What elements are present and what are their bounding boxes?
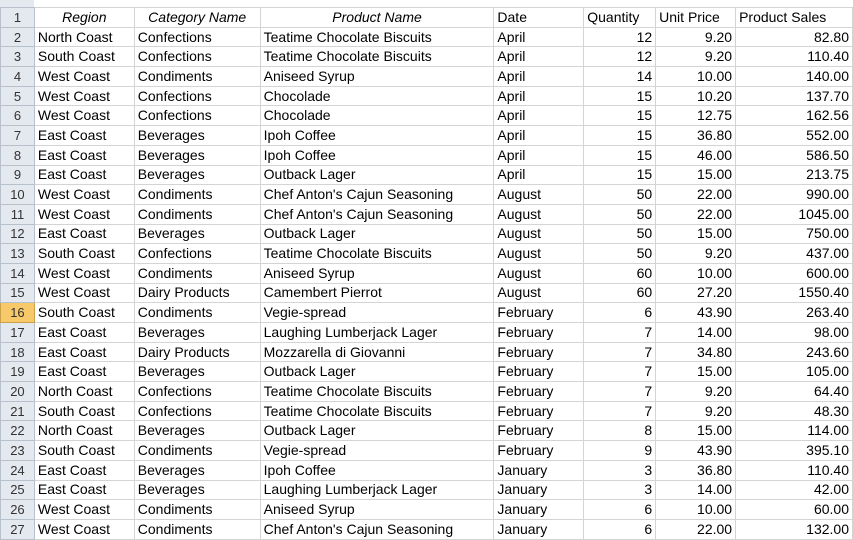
cell-category[interactable]: Condiments — [134, 519, 260, 539]
cell-quantity[interactable]: 7 — [584, 401, 656, 421]
cell-quantity[interactable]: 60 — [584, 263, 656, 283]
cell-quantity[interactable]: 12 — [584, 27, 656, 47]
cell-unit-price[interactable]: 22.00 — [656, 204, 736, 224]
cell-region[interactable]: North Coast — [34, 27, 134, 47]
cell-region[interactable]: East Coast — [34, 362, 134, 382]
cell-date[interactable]: April — [494, 126, 584, 146]
cell-product[interactable]: Ipoh Coffee — [260, 460, 494, 480]
table-row — [1, 362, 853, 382]
cell-region[interactable]: West Coast — [34, 106, 134, 126]
cell-unit-price[interactable]: 9.20 — [656, 27, 736, 47]
cell-region[interactable]: South Coast — [34, 441, 134, 461]
cell-product[interactable]: Outback Lager — [260, 421, 494, 441]
cell-product-sales[interactable]: 552.00 — [736, 126, 853, 146]
cell-date[interactable]: February — [494, 303, 584, 323]
cell-date[interactable]: April — [494, 27, 584, 47]
cell-product-sales[interactable]: 213.75 — [736, 165, 853, 185]
table-row — [1, 480, 853, 500]
cell-product-sales[interactable]: 437.00 — [736, 244, 853, 264]
cell-quantity[interactable]: 3 — [584, 480, 656, 500]
header-cell-product[interactable]: Product Name — [260, 8, 494, 28]
cell-quantity[interactable]: 14 — [584, 67, 656, 87]
table-row — [1, 27, 853, 47]
cell-unit-price[interactable]: 12.75 — [656, 106, 736, 126]
cell-region[interactable]: North Coast — [34, 421, 134, 441]
cell-region[interactable]: North Coast — [34, 382, 134, 402]
table-row — [1, 441, 853, 461]
row-header[interactable]: 3 — [1, 47, 35, 67]
table-row — [1, 224, 853, 244]
cell-unit-price[interactable]: 22.00 — [656, 185, 736, 205]
header-cell-quantity[interactable]: Quantity — [584, 8, 656, 28]
cell-quantity[interactable]: 15 — [584, 126, 656, 146]
cell-unit-price[interactable]: 9.20 — [656, 382, 736, 402]
cell-quantity[interactable]: 15 — [584, 86, 656, 106]
cell-region[interactable]: West Coast — [34, 519, 134, 539]
cell-date[interactable]: February — [494, 323, 584, 343]
cell-product[interactable]: Laughing Lumberjack Lager — [260, 480, 494, 500]
row-header[interactable]: 14 — [1, 263, 35, 283]
cell-date[interactable]: February — [494, 342, 584, 362]
cell-category[interactable]: Confections — [134, 86, 260, 106]
table-row — [1, 303, 853, 323]
table-row — [1, 342, 853, 362]
table-row — [1, 500, 853, 520]
row-header[interactable]: 6 — [1, 106, 35, 126]
cell-unit-price[interactable]: 34.80 — [656, 342, 736, 362]
header-cell-product-sales[interactable]: Product Sales — [736, 8, 853, 28]
cell-product[interactable]: Chef Anton's Cajun Seasoning — [260, 185, 494, 205]
table-row — [1, 126, 853, 146]
cell-category[interactable]: Condiments — [134, 185, 260, 205]
cell-product[interactable]: Teatime Chocolate Biscuits — [260, 27, 494, 47]
cell-region[interactable]: East Coast — [34, 145, 134, 165]
cell-region[interactable]: South Coast — [34, 244, 134, 264]
cell-product[interactable]: Camembert Pierrot — [260, 283, 494, 303]
row-header[interactable]: 9 — [1, 165, 35, 185]
cell-unit-price[interactable]: 46.00 — [656, 145, 736, 165]
cell-category[interactable]: Beverages — [134, 145, 260, 165]
cell-region[interactable]: East Coast — [34, 165, 134, 185]
cell-region[interactable]: West Coast — [34, 185, 134, 205]
row-header[interactable]: 1 — [1, 8, 35, 28]
cell-region[interactable]: West Coast — [34, 86, 134, 106]
cell-product[interactable]: Teatime Chocolate Biscuits — [260, 244, 494, 264]
cell-date[interactable]: August — [494, 204, 584, 224]
cell-date[interactable]: April — [494, 106, 584, 126]
cell-date[interactable]: August — [494, 224, 584, 244]
table-row — [1, 47, 853, 67]
cell-quantity[interactable]: 15 — [584, 145, 656, 165]
table-row — [1, 67, 853, 87]
table-row — [1, 460, 853, 480]
cell-unit-price[interactable]: 9.20 — [656, 401, 736, 421]
table-row — [1, 283, 853, 303]
cell-category[interactable]: Dairy Products — [134, 342, 260, 362]
cell-date[interactable]: January — [494, 519, 584, 539]
cell-product[interactable]: Outback Lager — [260, 224, 494, 244]
cell-region[interactable]: East Coast — [34, 480, 134, 500]
cell-category[interactable]: Confections — [134, 27, 260, 47]
cell-category[interactable]: Confections — [134, 244, 260, 264]
row-header[interactable]: 5 — [1, 86, 35, 106]
cell-date[interactable]: February — [494, 441, 584, 461]
cell-quantity[interactable]: 50 — [584, 244, 656, 264]
cell-product-sales[interactable]: 42.00 — [736, 480, 853, 500]
cell-quantity[interactable]: 6 — [584, 303, 656, 323]
cell-product-sales[interactable]: 263.40 — [736, 303, 853, 323]
cell-unit-price[interactable]: 10.00 — [656, 500, 736, 520]
cell-region[interactable]: South Coast — [34, 303, 134, 323]
cell-category[interactable]: Beverages — [134, 460, 260, 480]
cell-product[interactable]: Teatime Chocolate Biscuits — [260, 382, 494, 402]
table-row — [1, 86, 853, 106]
cell-date[interactable]: January — [494, 480, 584, 500]
header-cell-unit-price[interactable]: Unit Price — [656, 8, 736, 28]
cell-category[interactable]: Condiments — [134, 263, 260, 283]
cell-product-sales[interactable]: 98.00 — [736, 323, 853, 343]
cell-quantity[interactable]: 50 — [584, 185, 656, 205]
row-header[interactable]: 23 — [1, 441, 35, 461]
cell-product[interactable]: Teatime Chocolate Biscuits — [260, 47, 494, 67]
cell-category[interactable]: Beverages — [134, 126, 260, 146]
cell-product-sales[interactable]: 105.00 — [736, 362, 853, 382]
row-header[interactable]: 20 — [1, 382, 35, 402]
cell-product[interactable]: Outback Lager — [260, 362, 494, 382]
cell-unit-price[interactable]: 22.00 — [656, 519, 736, 539]
row-header[interactable]: 2 — [1, 27, 35, 47]
cell-category[interactable]: Confections — [134, 382, 260, 402]
cell-product[interactable]: Aniseed Syrup — [260, 500, 494, 520]
table-row — [1, 165, 853, 185]
cell-product-sales[interactable]: 82.80 — [736, 27, 853, 47]
cell-date[interactable]: April — [494, 47, 584, 67]
row-header[interactable]: 18 — [1, 342, 35, 362]
cell-date[interactable]: August — [494, 283, 584, 303]
cell-product[interactable]: Vegie-spread — [260, 303, 494, 323]
cell-product-sales[interactable]: 395.10 — [736, 441, 853, 461]
cell-product[interactable]: Chef Anton's Cajun Seasoning — [260, 204, 494, 224]
cell-unit-price[interactable]: 15.00 — [656, 224, 736, 244]
table-row — [1, 106, 853, 126]
table-row — [1, 519, 853, 539]
cell-product[interactable]: Aniseed Syrup — [260, 67, 494, 87]
cell-product-sales[interactable]: 1045.00 — [736, 204, 853, 224]
cell-unit-price[interactable]: 10.00 — [656, 263, 736, 283]
cell-region[interactable]: West Coast — [34, 500, 134, 520]
cell-product-sales[interactable]: 750.00 — [736, 224, 853, 244]
cell-region[interactable]: East Coast — [34, 342, 134, 362]
table-row — [1, 263, 853, 283]
cell-quantity[interactable]: 9 — [584, 441, 656, 461]
cell-category[interactable]: Condiments — [134, 441, 260, 461]
cell-date[interactable]: April — [494, 165, 584, 185]
cell-region[interactable]: West Coast — [34, 67, 134, 87]
row-header[interactable]: 10 — [1, 185, 35, 205]
cell-quantity[interactable]: 50 — [584, 204, 656, 224]
cell-region[interactable]: East Coast — [34, 126, 134, 146]
cell-unit-price[interactable]: 10.00 — [656, 67, 736, 87]
cell-region[interactable]: East Coast — [34, 224, 134, 244]
cell-product[interactable]: Vegie-spread — [260, 441, 494, 461]
cell-date[interactable]: February — [494, 382, 584, 402]
header-row — [1, 8, 853, 28]
cell-unit-price[interactable]: 15.00 — [656, 362, 736, 382]
cell-product-sales[interactable]: 110.40 — [736, 47, 853, 67]
cell-date[interactable]: January — [494, 460, 584, 480]
cell-product-sales[interactable]: 132.00 — [736, 519, 853, 539]
cell-unit-price[interactable]: 27.20 — [656, 283, 736, 303]
cell-product-sales[interactable]: 1550.40 — [736, 283, 853, 303]
cell-quantity[interactable]: 6 — [584, 500, 656, 520]
cell-quantity[interactable]: 60 — [584, 283, 656, 303]
table-row — [1, 244, 853, 264]
cell-quantity[interactable]: 8 — [584, 421, 656, 441]
cell-category[interactable]: Confections — [134, 401, 260, 421]
cell-quantity[interactable]: 12 — [584, 47, 656, 67]
cell-product-sales[interactable]: 114.00 — [736, 421, 853, 441]
cell-date[interactable]: February — [494, 362, 584, 382]
cell-category[interactable]: Condiments — [134, 204, 260, 224]
table-row — [1, 382, 853, 402]
cell-product[interactable]: Mozzarella di Giovanni — [260, 342, 494, 362]
cell-category[interactable]: Condiments — [134, 500, 260, 520]
cell-product-sales[interactable]: 990.00 — [736, 185, 853, 205]
cell-quantity[interactable]: 7 — [584, 323, 656, 343]
cell-unit-price[interactable]: 15.00 — [656, 421, 736, 441]
row-header[interactable]: 7 — [1, 126, 35, 146]
row-header[interactable]: 15 — [1, 283, 35, 303]
cell-category[interactable]: Beverages — [134, 323, 260, 343]
cell-product-sales[interactable]: 110.40 — [736, 460, 853, 480]
cell-unit-price[interactable]: 9.20 — [656, 244, 736, 264]
cell-date[interactable]: August — [494, 263, 584, 283]
row-header[interactable]: 22 — [1, 421, 35, 441]
cell-product-sales[interactable]: 48.30 — [736, 401, 853, 421]
cell-category[interactable]: Beverages — [134, 362, 260, 382]
cell-unit-price[interactable]: 14.00 — [656, 480, 736, 500]
cell-quantity[interactable]: 7 — [584, 342, 656, 362]
cell-product[interactable]: Aniseed Syrup — [260, 263, 494, 283]
row-header[interactable]: 24 — [1, 460, 35, 480]
cell-category[interactable]: Condiments — [134, 303, 260, 323]
cell-region[interactable]: South Coast — [34, 401, 134, 421]
cell-quantity[interactable]: 15 — [584, 165, 656, 185]
row-header[interactable]: 25 — [1, 480, 35, 500]
cell-product-sales[interactable]: 600.00 — [736, 263, 853, 283]
row-header[interactable]: 19 — [1, 362, 35, 382]
cell-unit-price[interactable]: 9.20 — [656, 47, 736, 67]
cell-region[interactable]: South Coast — [34, 47, 134, 67]
table-row — [1, 204, 853, 224]
cell-region[interactable]: East Coast — [34, 460, 134, 480]
cell-product[interactable]: Outback Lager — [260, 165, 494, 185]
spreadsheet-grid — [0, 7, 853, 540]
cell-unit-price[interactable]: 15.00 — [656, 165, 736, 185]
cell-product-sales[interactable]: 162.56 — [736, 106, 853, 126]
select-all-corner[interactable] — [0, 0, 34, 7]
cell-product-sales[interactable]: 243.60 — [736, 342, 853, 362]
cell-product[interactable]: Chef Anton's Cajun Seasoning — [260, 519, 494, 539]
cell-quantity[interactable]: 50 — [584, 224, 656, 244]
cell-quantity[interactable]: 7 — [584, 362, 656, 382]
cell-product[interactable]: Ipoh Coffee — [260, 145, 494, 165]
cell-product-sales[interactable]: 64.40 — [736, 382, 853, 402]
cell-unit-price[interactable]: 43.90 — [656, 441, 736, 461]
cell-product-sales[interactable]: 586.50 — [736, 145, 853, 165]
cell-category[interactable]: Beverages — [134, 421, 260, 441]
cell-unit-price[interactable]: 36.80 — [656, 126, 736, 146]
cell-date[interactable]: April — [494, 145, 584, 165]
cell-unit-price[interactable]: 10.20 — [656, 86, 736, 106]
cell-date[interactable]: February — [494, 421, 584, 441]
row-header[interactable]: 17 — [1, 323, 35, 343]
cell-category[interactable]: Beverages — [134, 224, 260, 244]
row-header[interactable]: 13 — [1, 244, 35, 264]
table-row — [1, 185, 853, 205]
cell-region[interactable]: West Coast — [34, 204, 134, 224]
row-header[interactable]: 16 — [1, 303, 35, 323]
header-cell-date[interactable]: Date — [494, 8, 584, 28]
cell-quantity[interactable]: 6 — [584, 519, 656, 539]
table-row — [1, 323, 853, 343]
cell-category[interactable]: Dairy Products — [134, 283, 260, 303]
row-header[interactable]: 4 — [1, 67, 35, 87]
cell-unit-price[interactable]: 14.00 — [656, 323, 736, 343]
cell-date[interactable]: January — [494, 500, 584, 520]
cell-product-sales[interactable]: 137.70 — [736, 86, 853, 106]
cell-region[interactable]: East Coast — [34, 323, 134, 343]
cell-date[interactable]: April — [494, 67, 584, 87]
cell-product[interactable]: Chocolade — [260, 86, 494, 106]
cell-product[interactable]: Chocolade — [260, 106, 494, 126]
row-header[interactable]: 26 — [1, 500, 35, 520]
cell-region[interactable]: West Coast — [34, 263, 134, 283]
cell-region[interactable]: West Coast — [34, 283, 134, 303]
cell-product-sales[interactable]: 140.00 — [736, 67, 853, 87]
cell-unit-price[interactable]: 43.90 — [656, 303, 736, 323]
row-header[interactable]: 8 — [1, 145, 35, 165]
cell-date[interactable]: February — [494, 401, 584, 421]
row-header[interactable]: 11 — [1, 204, 35, 224]
cell-product-sales[interactable]: 60.00 — [736, 500, 853, 520]
row-header[interactable]: 27 — [1, 519, 35, 539]
cell-category[interactable]: Beverages — [134, 165, 260, 185]
table-row — [1, 145, 853, 165]
cell-date[interactable]: August — [494, 244, 584, 264]
cell-unit-price[interactable]: 36.80 — [656, 460, 736, 480]
cell-category[interactable]: Confections — [134, 106, 260, 126]
cell-product[interactable]: Ipoh Coffee — [260, 126, 494, 146]
cell-category[interactable]: Beverages — [134, 480, 260, 500]
cell-product[interactable]: Teatime Chocolate Biscuits — [260, 401, 494, 421]
cell-category[interactable]: Condiments — [134, 67, 260, 87]
cell-quantity[interactable]: 3 — [584, 460, 656, 480]
header-cell-category[interactable]: Category Name — [134, 8, 260, 28]
cell-category[interactable]: Confections — [134, 47, 260, 67]
cell-product[interactable]: Laughing Lumberjack Lager — [260, 323, 494, 343]
cell-date[interactable]: August — [494, 185, 584, 205]
table-row — [1, 421, 853, 441]
row-header[interactable]: 21 — [1, 401, 35, 421]
cell-quantity[interactable]: 7 — [584, 382, 656, 402]
table-row — [1, 401, 853, 421]
header-cell-region[interactable]: Region — [34, 8, 134, 28]
row-header[interactable]: 12 — [1, 224, 35, 244]
cell-date[interactable]: April — [494, 86, 584, 106]
cell-quantity[interactable]: 15 — [584, 106, 656, 126]
